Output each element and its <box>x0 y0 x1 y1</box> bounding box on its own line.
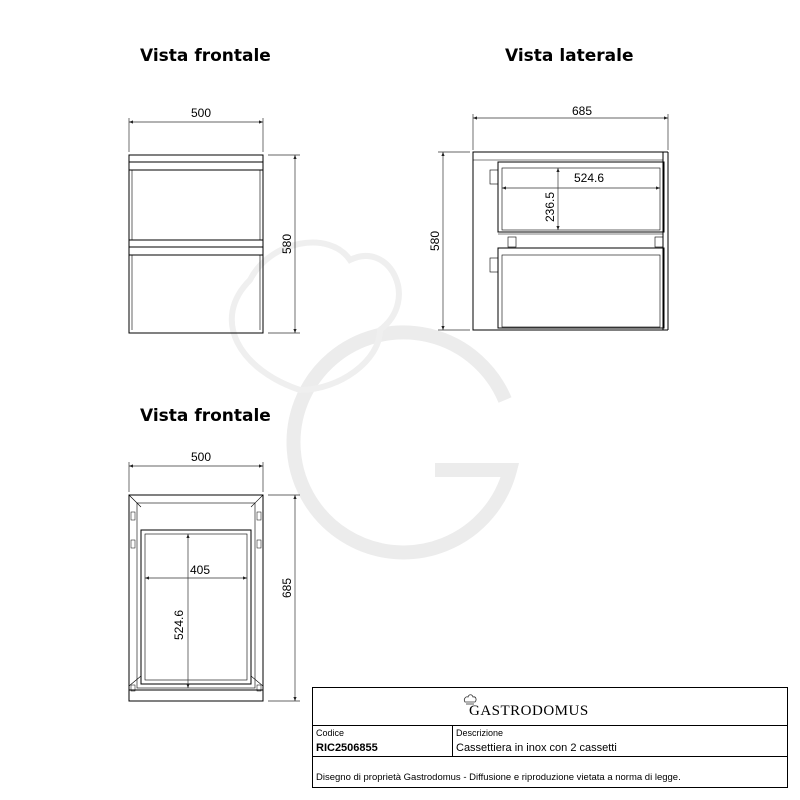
dim-front-height: 580 <box>280 233 294 255</box>
dim-side-height: 580 <box>428 230 442 252</box>
dim-side-drawer-height: 236.5 <box>543 191 557 223</box>
view-title-side: Vista laterale <box>505 46 634 66</box>
dim-plan-width: 500 <box>190 450 212 464</box>
plan-view-drawing <box>129 495 263 701</box>
dim-front-width: 500 <box>190 106 212 120</box>
dim-plan-inner-depth: 524.6 <box>172 609 186 641</box>
side-view-drawing <box>473 152 668 330</box>
front-dimension-lines <box>129 118 300 333</box>
dim-side-depth: 685 <box>571 104 593 118</box>
brand-logo <box>469 703 589 720</box>
side-cabinet-outline <box>473 152 663 330</box>
view-title-front-bottom: Vista frontale <box>140 406 271 426</box>
title-block-logo-row <box>313 688 787 726</box>
brand-name: GASTRODOMUS <box>469 703 589 719</box>
plan-dimension-lines <box>129 462 300 701</box>
side-lower-drawer <box>498 248 664 328</box>
dim-plan-inner-width: 405 <box>189 563 211 577</box>
descrizione-label: Descrizione <box>456 728 504 738</box>
front-cabinet-outline <box>129 155 263 333</box>
codice-value: RIC2506855 <box>316 742 378 754</box>
copyright-footer: Disegno di proprietà Gastrodomus - Diffusione e riproduzione vietata a norma di legge. <box>316 772 681 783</box>
dim-side-drawer-depth: 524.6 <box>573 171 605 185</box>
descrizione-value: Cassettiera in inox con 2 cassetti <box>456 742 617 754</box>
dim-plan-depth: 685 <box>280 577 294 599</box>
codice-label: Codice <box>316 728 345 738</box>
front-view-drawing <box>129 155 263 333</box>
codice-cell <box>313 726 453 757</box>
plan-drawer-outline <box>141 530 251 684</box>
title-block <box>312 687 788 788</box>
descrizione-cell <box>453 726 787 757</box>
view-title-front-top: Vista frontale <box>140 46 271 66</box>
plan-cabinet-outline <box>129 495 263 701</box>
